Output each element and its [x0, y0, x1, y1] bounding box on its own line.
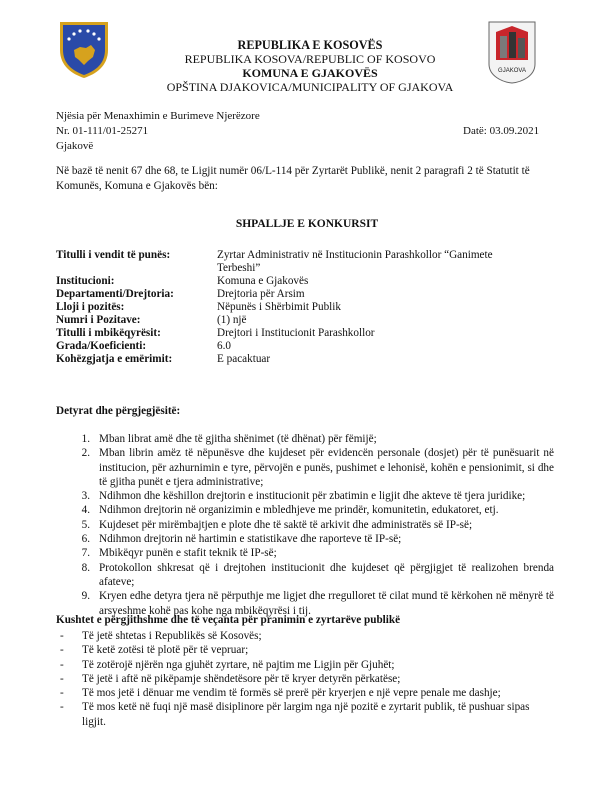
list-item: [56, 489, 556, 503]
duties-heading: Detyrat dhe përgjegjësitë:: [56, 405, 181, 417]
duties-list: [56, 432, 556, 618]
item-number: 3.: [81, 490, 90, 503]
info-value: Drejtori i Institucionit Parashkollor: [217, 327, 375, 339]
info-row: [56, 327, 556, 340]
header-municipality: KOMUNA E GJAKOVËS: [242, 66, 378, 80]
list-item: [56, 700, 556, 729]
item-text: Të mos ketë në fuqi një masë disiplinore për largim nga një pozitë e zyrtarit publik, të pushuar sipas ligjit.: [82, 701, 530, 728]
header-republic: REPUBLIKA E KOSOVËS: [237, 38, 383, 52]
info-row: [56, 249, 556, 275]
list-item: [56, 658, 556, 672]
info-row: [56, 353, 556, 366]
info-label: Kohëzgjatja e emërimit:: [56, 353, 173, 365]
list-item: [56, 532, 556, 546]
requirements-list: [56, 629, 556, 729]
logo-caption: GJAKOVA: [498, 68, 526, 74]
item-number: 8.: [81, 561, 90, 574]
item-number: 1.: [81, 433, 90, 445]
info-row: [56, 288, 556, 301]
item-number: 7.: [81, 547, 90, 560]
item-text: Të zotërojë njërën nga gjuhët zyrtare, në pajtim me Ligjin për Gjuhët;: [82, 658, 395, 671]
info-value: E pacaktuar: [217, 353, 271, 365]
item-text: Kryen edhe detyra tjera në përputhje me ligjet dhe rregulloret të cilat mund të kërkohen në mënyrë të arsyeshme kohë pas kohe nga mbikëqyrësi i tij.: [99, 590, 554, 617]
list-item: [56, 446, 556, 489]
kosovo-emblem-icon: [58, 20, 110, 80]
item-text: Të jetë i aftë në pikëpamje shëndetësore për të kryer detyrën përkatëse;: [82, 672, 401, 685]
item-number: 6.: [81, 533, 90, 546]
item-text: Ndihmon drejtorin në organizimin e mbledhjeve me prindër, komunitetin, edukatoret, etj.: [99, 504, 499, 517]
list-item: [56, 672, 556, 686]
item-dash: -: [60, 672, 64, 685]
reference-number: Nr. 01-111/01-25271: [56, 125, 149, 137]
item-dash: -: [60, 701, 64, 714]
item-text: Ndihmon drejtorin në hartimin e statistikave dhe raporteve të IP-së;: [99, 533, 402, 546]
item-text: Ndihmon dhe këshillon drejtorin e institucionit për zbatimin e ligjit dhe akteve të tjera juridike;: [99, 490, 526, 503]
info-value: Zyrtar Administrativ në Institucionin Parashkollor “Ganimete Terbeshi”: [217, 249, 493, 274]
item-number: 9.: [81, 590, 90, 603]
header-municipality-translations: OPŠTINA DJAKOVICA/MUNICIPALITY OF GJAKOVA: [166, 80, 454, 94]
item-dash: -: [60, 644, 64, 657]
item-number: 4.: [81, 504, 90, 517]
info-row: [56, 275, 556, 288]
item-number: 2.: [81, 447, 90, 460]
gjakova-logo-icon: [486, 20, 538, 84]
issuing-unit: Njësia për Menaxhimin e Burimeve Njerëzore: [56, 110, 260, 122]
info-value: 6.0: [217, 340, 231, 352]
document-title: SHPALLJE E KONKURSIT: [235, 218, 379, 230]
intro-paragraph: Në bazë të nenit 67 dhe 68, te Ligjit numër 06/L-114 për Zyrtarët Publikë, nenit 2 paragrafi 2 të Statutit të Komunës, Komuna e Gjakovës bën:: [56, 165, 530, 192]
list-item: [56, 686, 556, 700]
list-item: [56, 503, 556, 517]
info-value: (1) një: [217, 314, 247, 326]
list-item: [56, 546, 556, 560]
item-dash: -: [60, 630, 64, 642]
info-label: Institucioni:: [56, 275, 115, 287]
info-label: Lloji i pozitës:: [56, 301, 125, 313]
item-text: Mban librin amëz të nëpunësve dhe kujdeset për evidencën personale (dosjet) për të punësuarit në institucion, për azhurnimin e tyre, përvojën e punës, pushimet e lehonisë, kohën e pensionimit, si dhe të gjitha punët e tjera administrative;: [99, 447, 554, 488]
item-text: Kujdeset për mirëmbajtjen e plote dhe të saktë të arkivit dhe administratës së IP-së;: [99, 518, 473, 531]
info-label: Grada/Koeficienti:: [56, 340, 147, 352]
info-label: Titulli i mbikëqyrësit:: [56, 327, 161, 339]
item-text: Mbikëqyr punën e stafit teknik të IP-së;: [99, 547, 277, 560]
info-value: Nëpunës i Shërbimit Publik: [217, 301, 341, 313]
item-text: Mban librat amë dhe të gjitha shënimet (të dhënat) për fëmijë;: [99, 433, 377, 445]
info-label: Titulli i vendit të punës:: [56, 249, 171, 261]
position-info-table: [56, 249, 556, 366]
info-row: [56, 301, 556, 314]
item-text: Të ketë zotësi të plotë për të vepruar;: [82, 644, 249, 657]
list-item: [56, 432, 556, 446]
place: Gjakovë: [56, 140, 94, 152]
header-republic-translations: REPUBLIKA KOSOVA/REPUBLIC OF KOSOVO: [184, 52, 436, 66]
list-item: [56, 518, 556, 532]
item-dash: -: [60, 658, 64, 671]
item-number: 5.: [81, 518, 90, 531]
requirements-heading: Kushtet e përgjithshme dhe të veçanta për pranimin e zyrtarëve publikë: [56, 614, 401, 626]
document-date: Datë: 03.09.2021: [463, 125, 540, 137]
list-item: [56, 643, 556, 657]
list-item: [56, 561, 556, 590]
list-item: [56, 629, 556, 643]
info-label: Departamenti/Drejtoria:: [56, 288, 174, 300]
item-text: Të jetë shtetas i Republikës së Kosovës;: [82, 630, 262, 642]
info-label: Numri i Pozitave:: [56, 314, 141, 326]
info-row: [56, 340, 556, 353]
info-row: [56, 314, 556, 327]
item-text: Të mos jetë i dënuar me vendim të formës së prerë për kryerjen e një vepre penale me dashje;: [82, 687, 501, 700]
item-text: Protokollon shkresat që i drejtohen institucionit dhe kujdeset që përgjigjet të realizohen brenda afateve;: [99, 561, 554, 588]
info-value: Drejtoria për Arsim: [217, 288, 305, 300]
item-dash: -: [60, 687, 64, 700]
info-value: Komuna e Gjakovës: [217, 275, 309, 287]
